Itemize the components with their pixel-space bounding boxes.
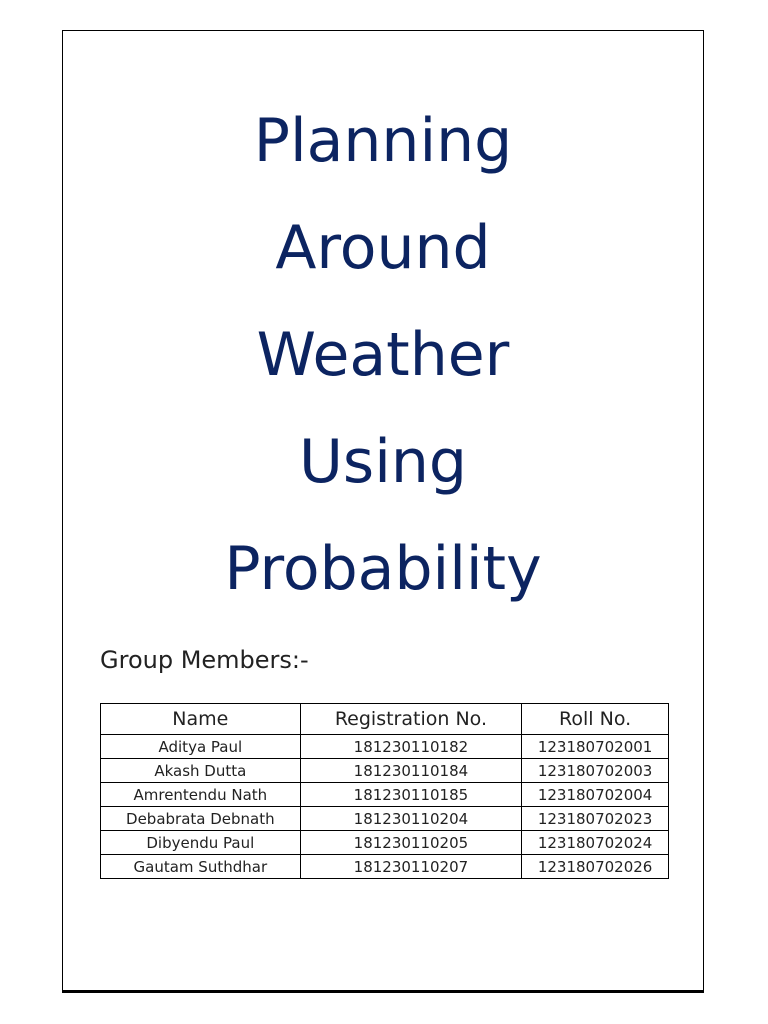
member-roll: 123180702024 [522, 831, 669, 855]
member-roll: 123180702026 [522, 855, 669, 879]
document-title [63, 88, 703, 623]
table-row [101, 735, 669, 759]
member-roll: 123180702004 [522, 783, 669, 807]
member-registration: 181230110204 [300, 807, 522, 831]
member-registration: 181230110207 [300, 855, 522, 879]
member-registration: 181230110205 [300, 831, 522, 855]
header-registration: Registration No. [300, 704, 522, 735]
table-row [101, 783, 669, 807]
table-header-row [101, 704, 669, 735]
header-name: Name [101, 704, 301, 735]
document-page [62, 30, 704, 993]
member-roll: 123180702001 [522, 735, 669, 759]
header-roll: Roll No. [522, 704, 669, 735]
member-name: Aditya Paul [101, 735, 301, 759]
member-name: Akash Dutta [101, 759, 301, 783]
member-name: Debabrata Debnath [101, 807, 301, 831]
title-line-2: Around [275, 213, 491, 283]
member-name: Dibyendu Paul [101, 831, 301, 855]
title-line-1: Planning [253, 106, 513, 176]
table-row [101, 807, 669, 831]
table-row [101, 831, 669, 855]
table-row [101, 759, 669, 783]
member-registration: 181230110185 [300, 783, 522, 807]
member-roll: 123180702003 [522, 759, 669, 783]
members-table [100, 703, 669, 879]
title-line-3: Weather [256, 320, 510, 390]
title-line-5: Probability [224, 534, 542, 604]
group-members-label: Group Members:- [100, 646, 309, 674]
member-name: Gautam Suthdhar [101, 855, 301, 879]
member-roll: 123180702023 [522, 807, 669, 831]
table-row [101, 855, 669, 879]
member-registration: 181230110184 [300, 759, 522, 783]
member-name: Amrentendu Nath [101, 783, 301, 807]
member-registration: 181230110182 [300, 735, 522, 759]
title-line-4: Using [299, 427, 467, 497]
